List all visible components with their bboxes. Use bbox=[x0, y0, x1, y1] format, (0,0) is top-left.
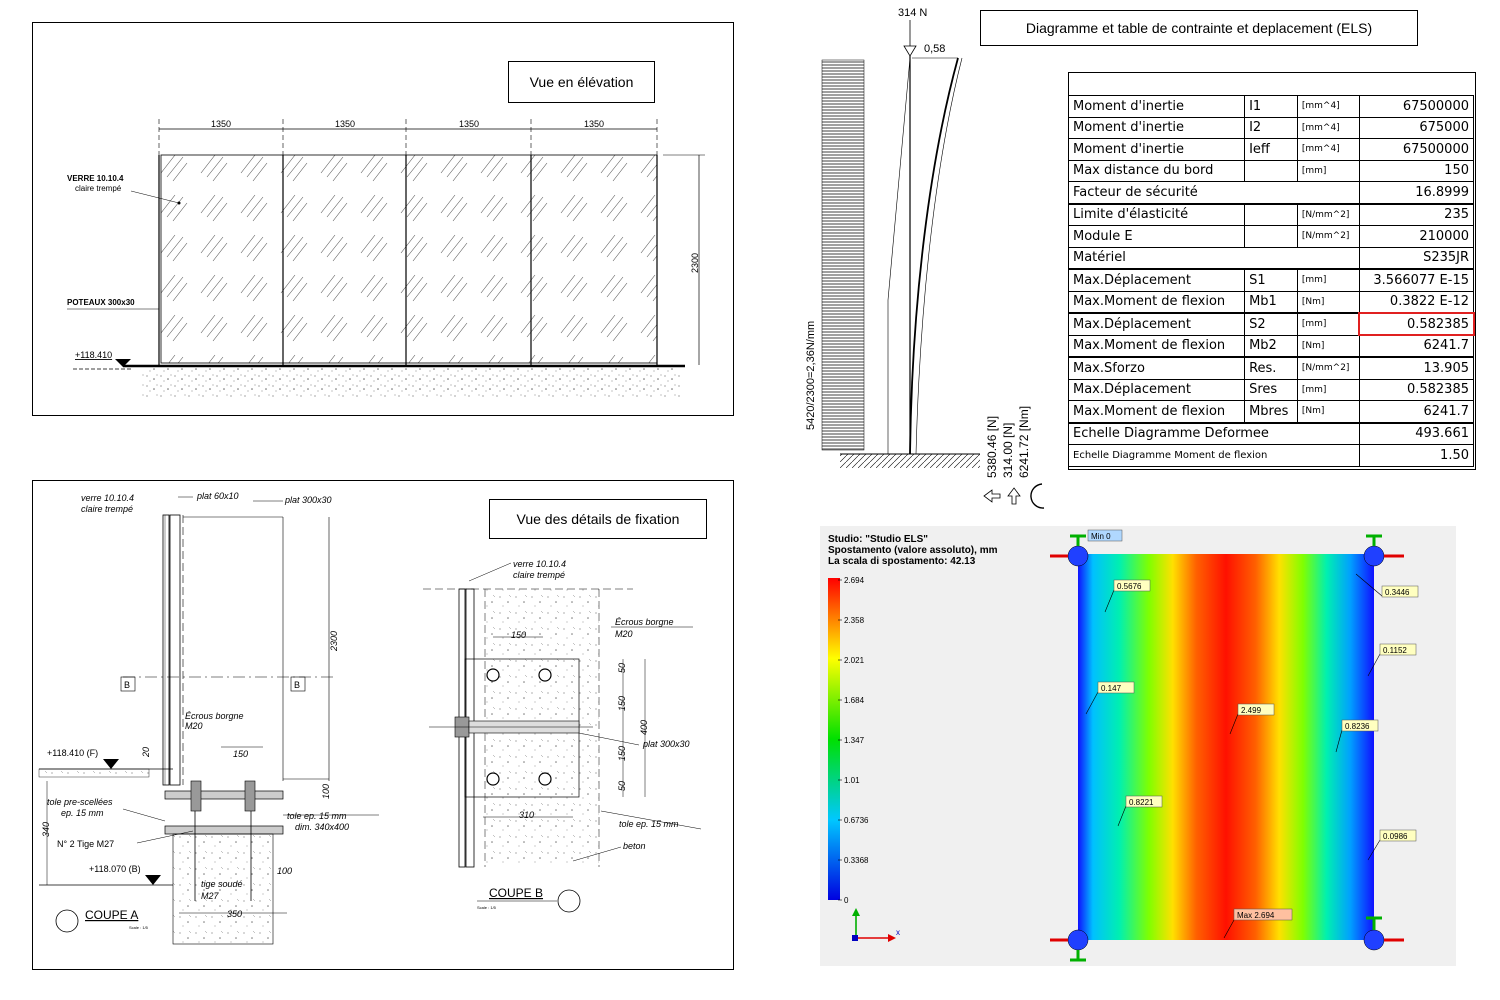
b-dim50a: 50 bbox=[617, 662, 627, 673]
props-row bbox=[1069, 160, 1474, 182]
props-value: 0.3822 E-12 bbox=[1359, 291, 1473, 313]
props-value: 675000 bbox=[1359, 117, 1473, 139]
a-ecrous1: Écrous borgne bbox=[185, 711, 244, 721]
props-row bbox=[1069, 313, 1474, 335]
color-scale-tick: 2.021 bbox=[844, 656, 865, 665]
props-symbol: I2 bbox=[1245, 117, 1298, 139]
props-label: Module E bbox=[1069, 226, 1245, 248]
span-1: 1350 bbox=[210, 119, 232, 129]
props-row bbox=[1069, 182, 1474, 204]
props-row bbox=[1069, 226, 1474, 248]
a-scale: Scale : 1/5 bbox=[129, 925, 148, 930]
b-dim150: 150 bbox=[511, 630, 527, 640]
a-tige-soude1: tige soudé bbox=[201, 879, 243, 889]
probe-value: 0.3446 bbox=[1385, 588, 1410, 597]
support-top-left bbox=[1050, 536, 1088, 566]
glass-label-1: VERRE 10.10.4 bbox=[67, 174, 124, 183]
props-label: Limite d'élasticité bbox=[1069, 204, 1245, 226]
details-drawing bbox=[33, 481, 733, 969]
details-panel bbox=[32, 480, 734, 970]
props-unit: [Nm] bbox=[1297, 401, 1359, 423]
color-scale-tick: 0.3368 bbox=[844, 856, 869, 865]
props-value: S235JR bbox=[1359, 247, 1473, 269]
props-value: 1.50 bbox=[1359, 445, 1473, 467]
a-dim100: 100 bbox=[321, 783, 331, 799]
span-3: 1350 bbox=[458, 119, 480, 129]
reaction-moment-icon bbox=[1031, 484, 1044, 508]
height-dim: 2300 bbox=[690, 252, 700, 273]
color-scale-tick: 0.6736 bbox=[844, 816, 869, 825]
support-top-right bbox=[1364, 536, 1404, 566]
a-dim100b: 100 bbox=[277, 866, 293, 876]
props-unit: [mm] bbox=[1297, 269, 1359, 291]
load-label: 314 N bbox=[898, 7, 928, 19]
props-label: Matériel bbox=[1069, 247, 1360, 269]
plate-contour bbox=[1078, 554, 1374, 940]
a-coupe: COUPE A bbox=[85, 908, 139, 922]
level-label: +118.410 bbox=[75, 350, 113, 360]
props-label: Max.Moment de flexion bbox=[1069, 335, 1245, 357]
props-label: Max.Moment de flexion bbox=[1069, 401, 1245, 423]
props-row bbox=[1069, 335, 1474, 357]
props-row bbox=[1069, 269, 1474, 291]
support-bottom-left bbox=[1050, 930, 1088, 960]
a-level-f: +118.410 (F) bbox=[47, 748, 99, 758]
props-row bbox=[1069, 357, 1474, 379]
a-dim350: 350 bbox=[227, 909, 243, 919]
span-2: 1350 bbox=[334, 119, 356, 129]
fem-line3: La scala di spostamento: 42.13 bbox=[828, 556, 976, 567]
a-dim20: 20 bbox=[141, 746, 151, 757]
beam-diagram-title: Diagramme et table de contrainte et deplacement (ELS) bbox=[980, 10, 1418, 46]
reaction-3: 6241.72 [Nm] bbox=[1017, 405, 1031, 478]
props-label: Max.Sforzo bbox=[1069, 357, 1245, 379]
props-value: 493.661 bbox=[1359, 423, 1473, 445]
color-scale-tick: 2.358 bbox=[844, 616, 865, 625]
props-label: Echelle Diagramme Deformee bbox=[1069, 423, 1360, 445]
props-symbol: Mb2 bbox=[1245, 335, 1298, 357]
props-symbol: Mbres bbox=[1245, 401, 1298, 423]
props-value: 67500000 bbox=[1359, 96, 1473, 118]
props-symbol: I1 bbox=[1245, 96, 1298, 118]
b-ecrous2: M20 bbox=[615, 629, 633, 639]
props-symbol: Ieff bbox=[1245, 139, 1298, 161]
a-tole-ep2: dim. 340x400 bbox=[295, 822, 350, 832]
props-label: Max.Déplacement bbox=[1069, 313, 1245, 335]
props-row bbox=[1069, 423, 1474, 445]
props-row bbox=[1069, 117, 1474, 139]
b-dim310: 310 bbox=[519, 810, 535, 820]
a-b-left: B bbox=[124, 680, 131, 690]
props-table bbox=[1068, 95, 1474, 467]
props-value: 3.566077 E-15 bbox=[1359, 269, 1473, 291]
props-label: Facteur de sécurité bbox=[1069, 182, 1360, 204]
props-unit: [N/mm^2] bbox=[1297, 204, 1359, 226]
a-verre2: claire trempé bbox=[81, 504, 134, 514]
post-label: POTEAUX 300x30 bbox=[67, 298, 135, 307]
color-scale-tick: 0 bbox=[844, 896, 849, 905]
props-unit: [mm^4] bbox=[1297, 96, 1359, 118]
a-dim340: 340 bbox=[41, 821, 51, 837]
props-symbol: S1 bbox=[1245, 269, 1298, 291]
reaction-1: 5380.46 [N] bbox=[985, 415, 999, 478]
props-row bbox=[1069, 96, 1474, 118]
b-beton: beton bbox=[623, 841, 646, 851]
reaction-left-arrow-icon bbox=[984, 490, 1000, 502]
a-tige-soude2: M27 bbox=[201, 891, 219, 901]
props-row bbox=[1069, 445, 1474, 467]
b-plat: plat 300x30 bbox=[643, 739, 690, 749]
props-row bbox=[1069, 139, 1474, 161]
probe-value: 0.5676 bbox=[1117, 582, 1142, 591]
props-unit: [mm] bbox=[1297, 313, 1359, 335]
props-label: Max.Moment de flexion bbox=[1069, 291, 1245, 313]
props-symbol bbox=[1245, 226, 1298, 248]
props-label: Max.Déplacement bbox=[1069, 379, 1245, 401]
props-label: Moment d'inertie bbox=[1069, 139, 1245, 161]
props-label: Echelle Diagramme Moment de flexion bbox=[1069, 445, 1360, 467]
props-row bbox=[1069, 401, 1474, 423]
props-value: 0.582385 bbox=[1359, 379, 1473, 401]
b-scale: Scale : 1/5 bbox=[477, 905, 496, 910]
props-symbol: Res. bbox=[1245, 357, 1298, 379]
props-row bbox=[1069, 247, 1474, 269]
a-tole-pre2: ep. 15 mm bbox=[61, 808, 104, 818]
probe-value: 2.499 bbox=[1241, 706, 1262, 715]
a-dim150: 150 bbox=[233, 749, 249, 759]
fem-plot bbox=[820, 526, 1456, 966]
a-ecrous2: M20 bbox=[185, 721, 203, 731]
a-h2300: 2300 bbox=[329, 630, 339, 651]
props-value: 0.582385 bbox=[1359, 313, 1473, 335]
reaction-2: 314.00 [N] bbox=[1001, 422, 1015, 478]
b-dim400: 400 bbox=[639, 719, 649, 735]
a-verre1: verre 10.10.4 bbox=[81, 493, 135, 503]
props-unit: [N/mm^2] bbox=[1297, 226, 1359, 248]
props-unit: [mm^4] bbox=[1297, 139, 1359, 161]
props-value: 210000 bbox=[1359, 226, 1473, 248]
b-dim50b: 50 bbox=[617, 780, 627, 791]
a-tole-pre1: tole pre-scellées bbox=[47, 797, 113, 807]
fem-min-label: Min 0 bbox=[1091, 532, 1111, 541]
props-row bbox=[1069, 379, 1474, 401]
props-label: Max distance du bord bbox=[1069, 160, 1245, 182]
props-label: Moment d'inertie bbox=[1069, 117, 1245, 139]
props-value: 67500000 bbox=[1359, 139, 1473, 161]
props-symbol: Mb1 bbox=[1245, 291, 1298, 313]
axis-x-label: x bbox=[896, 928, 900, 937]
b-verre1: verre 10.10.4 bbox=[513, 559, 567, 569]
props-row bbox=[1069, 291, 1474, 313]
probe-value: 0.8221 bbox=[1129, 798, 1154, 807]
details-title: Vue des détails de fixation bbox=[489, 499, 707, 539]
probe-value: 0.147 bbox=[1101, 684, 1122, 693]
elevation-title: Vue en élévation bbox=[508, 61, 655, 103]
props-symbol: S2 bbox=[1245, 313, 1298, 335]
b-ecrous1: Écrous borgne bbox=[615, 617, 674, 627]
probe-value: 0.1152 bbox=[1383, 646, 1407, 655]
props-unit: [N/mm^2] bbox=[1297, 357, 1359, 379]
props-value: 13.905 bbox=[1359, 357, 1473, 379]
probe-value: 0.0986 bbox=[1383, 832, 1408, 841]
a-tole-ep1: tole ep. 15 mm bbox=[287, 811, 347, 821]
props-value: 6241.7 bbox=[1359, 335, 1473, 357]
props-unit: [mm] bbox=[1297, 379, 1359, 401]
b-verre2: claire trempé bbox=[513, 570, 566, 580]
a-level-b: +118.070 (B) bbox=[89, 864, 141, 874]
props-label: Max.Déplacement bbox=[1069, 269, 1245, 291]
props-label: Moment d'inertie bbox=[1069, 96, 1245, 118]
props-symbol bbox=[1245, 204, 1298, 226]
span-4: 1350 bbox=[583, 119, 605, 129]
props-unit: [Nm] bbox=[1297, 291, 1359, 313]
b-coupe: COUPE B bbox=[489, 886, 544, 900]
color-scale-bar bbox=[828, 578, 840, 900]
distributed-load bbox=[822, 60, 864, 450]
props-value: 16.8999 bbox=[1359, 182, 1473, 204]
color-scale-tick: 1.347 bbox=[844, 736, 865, 745]
b-dim150b: 150 bbox=[617, 695, 627, 711]
props-symbol: Sres bbox=[1245, 379, 1298, 401]
props-symbol bbox=[1245, 160, 1298, 182]
fem-line1: Studio: "Studio ELS" bbox=[828, 534, 929, 545]
props-value: 6241.7 bbox=[1359, 401, 1473, 423]
glass-label-2: claire trempé bbox=[75, 184, 122, 193]
a-plat60: plat 60x10 bbox=[197, 491, 239, 501]
b-tole: tole ep. 15 mm bbox=[619, 819, 679, 829]
fem-line2: Spostamento (valore assoluto), mm bbox=[828, 545, 998, 556]
dist-load-label: 5420/2300=2,36N/mm bbox=[805, 320, 817, 430]
color-scale-tick: 1.684 bbox=[844, 696, 865, 705]
color-scale-tick: 1.01 bbox=[844, 776, 860, 785]
props-row bbox=[1069, 204, 1474, 226]
props-unit: [Nm] bbox=[1297, 335, 1359, 357]
props-unit: [mm] bbox=[1297, 160, 1359, 182]
props-value: 235 bbox=[1359, 204, 1473, 226]
elevation-panel bbox=[32, 22, 734, 416]
reaction-up-arrow-icon bbox=[1008, 488, 1020, 504]
deflection-label: 0,58 bbox=[924, 43, 946, 55]
a-b-right: B bbox=[294, 680, 301, 690]
b-dim150c: 150 bbox=[617, 745, 627, 761]
beam-diagram bbox=[780, 0, 1060, 520]
color-scale-tick: 2.694 bbox=[844, 576, 865, 585]
props-value: 150 bbox=[1359, 160, 1473, 182]
props-unit: [mm^4] bbox=[1297, 117, 1359, 139]
a-tige: N° 2 Tige M27 bbox=[57, 839, 115, 849]
probe-value: 0.8236 bbox=[1345, 722, 1370, 731]
fem-panel bbox=[820, 526, 1456, 966]
fem-max-label: Max 2.694 bbox=[1237, 911, 1275, 920]
a-plat300: plat 300x30 bbox=[285, 495, 332, 505]
